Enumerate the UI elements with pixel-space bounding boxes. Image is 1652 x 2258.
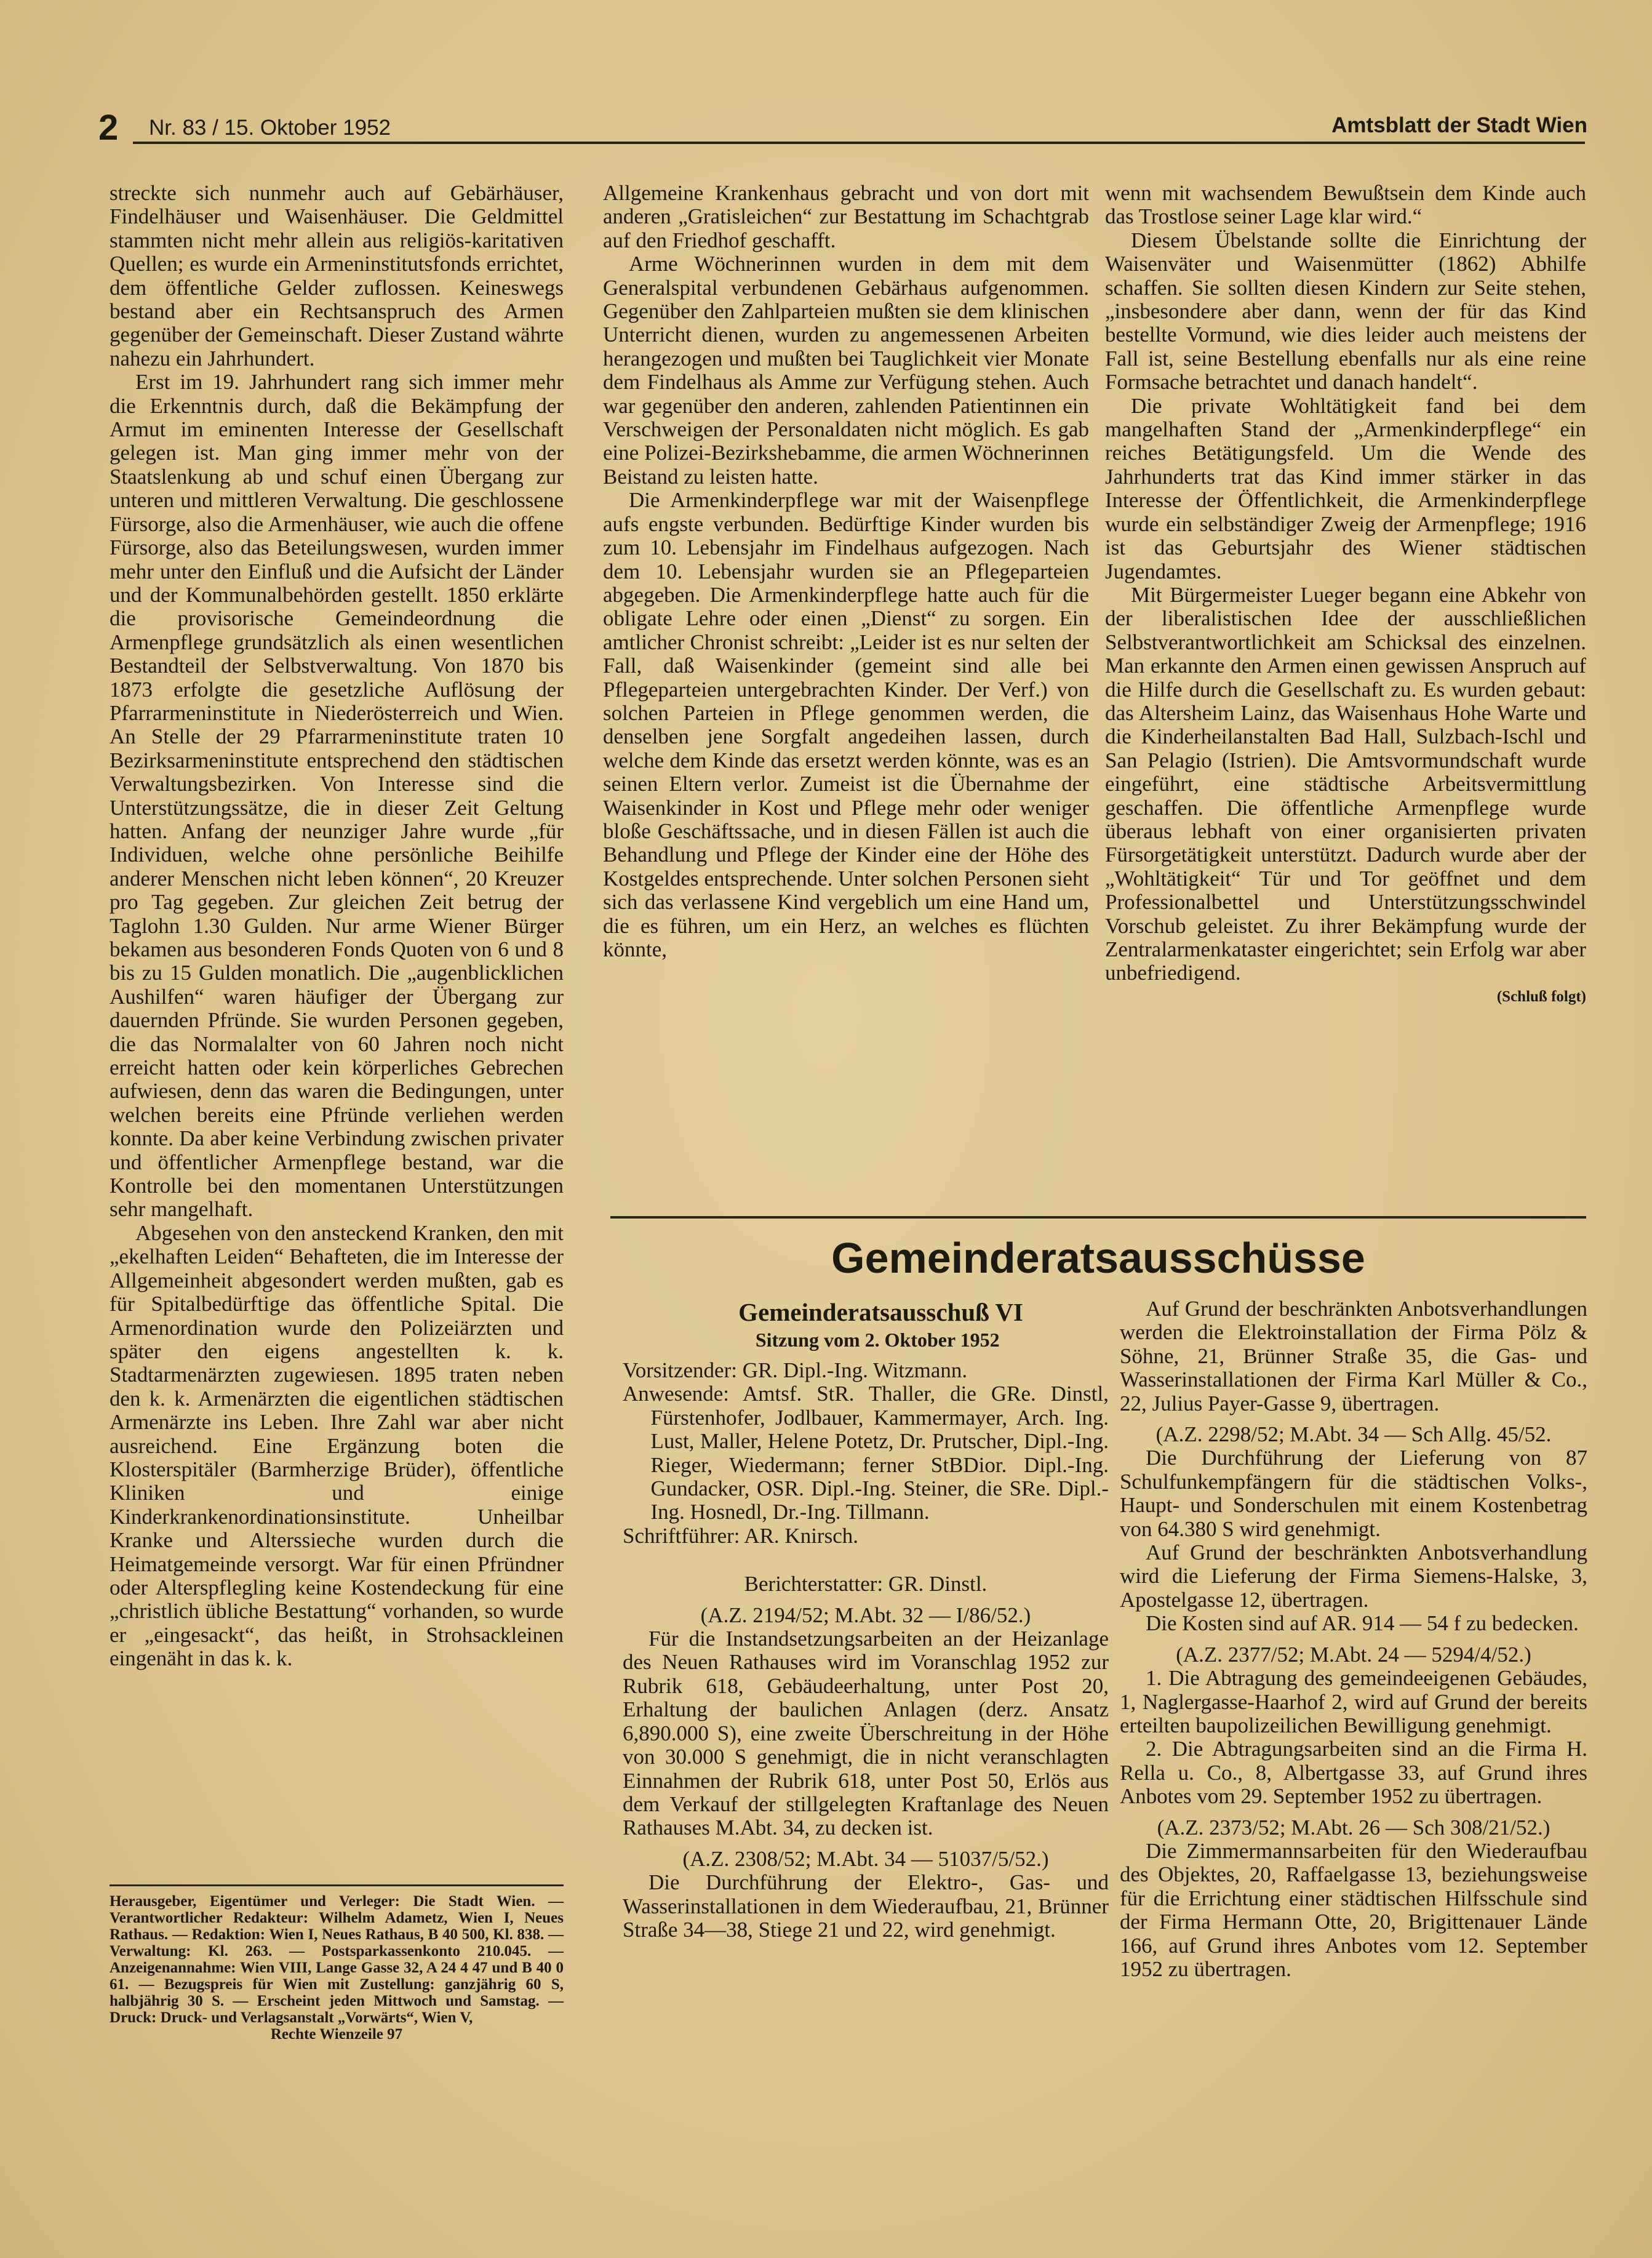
article-column-3 [1105,182,1586,1009]
article-paragraph: Die Armenkinderpflege war mit der Waisenpflege aufs engste verbunden. Bedürftige Kinder wurden bis zum 10. Lebensjahr im Findelhaus aufgezogen. Nach dem 10. Lebensjahr wurden sie an Pflegeparteien abgegeben. Die Armenkinderpflege hatte auch für die obligate Lehre oder einen „Dienst“ zu sorgen. Ein amtlicher Chronist schreibt: „Leider ist es nur selten der Fall, daß Waisenkinder (gemeint sind alle bei Pflegeparteien untergebrachten Kinder. Der Verf.) von solchen Parteien in Pflege genommen werden, die denselben jene Sorgfalt angedeihen lassen, durch welche dem Kinde das ersetzt werden könnte, was es an seinen Eltern verlor. Zumeist ist die Übernahme der Waisenkinder in Kost und Pflege mehr oder weniger bloße Geschäftssache, und in diesen Fällen ist auch die Behandlung und Pflege der Kinder eine der Höhe des Kostgeldes entsprechende. Unter solchen Personen sieht sich das verlassene Kind vergeblich um eine Hand um, die es führen, um ein Herz, an welches es flüchten könnte, [603,488,1089,961]
committee-title: Gemeinderatsausschuß VI [738,1298,1024,1326]
item-text: Die Zimmermannsarbeiten für den Wiederaufbau des Objektes, 20, Raffaelgasse 13, beziehungsweise für die Errichtung einer städtischen Hilfsschule sind der Firma Hermann Otte, 20, Brigittenauer Lände 166, auf Grund ihres Anbotes vom 12. September 1952 zu übertragen. [1120,1838,1587,1981]
impressum-text: Herausgeber, Eigentümer und Verleger: Die Stadt Wien. — Verantwortlicher Redakteur: Wilhelm Adametz, Wien I, Neues Rathaus. — Redaktion: Wien I, Neues Rathaus, B 40 500, Kl. 838. — Verwaltung: Kl. 263. — Postsparkassenkonto 210.045. — Anzeigenannahme: Wien VIII, Lange Gasse 32, A 24 4 47 und B 40 0 61. — Bezugspreis für Wien mit Zustellung: ganzjährig 60 S, halbjährig 30 S. — Erscheint jeden Mittwoch und Samstag. — Druck: Druck- und Verlagsanstalt „Vorwärts“, Wien V, [110,1893,564,2026]
page-number: 2 [98,108,119,148]
impressum-rule [110,1884,564,1886]
chair-line: Vorsitzender: GR. Dipl.-Ing. Witzmann. [623,1358,968,1382]
article-paragraph: Allgemeine Krankenhaus gebracht und von dort mit anderen „Gratisleichen“ zur Bestattung im Schachtgrab auf den Friedhof geschafft. [603,181,1089,252]
item-reference: (A.Z. 2373/52; M.Abt. 26 — Sch 308/21/52.) [1157,1815,1550,1840]
article-paragraph: streckte sich nunmehr auch auf Gebärhäuser, Findelhäuser und Waisenhäuser. Die Geldmittel stammten nicht mehr allein aus religiös-karitativen Quellen; es wurde ein Armeninstitutsfonds errichtet, dem öffentliche Gelder zuflossen. Keineswegs bestand aber ein Rechtsanspruch des Armen gegenüber der Gemeinschaft. Dieser Zustand währte nahezu ein Jahrhundert. [110,181,564,370]
item-text: 1. Die Abtragung des gemeindeeigenen Gebäudes, 1, Naglergasse-Haarhof 2, wird auf Grund der bereits erteilten baupolizeilichen Bewilligung genehmigt. [1120,1666,1587,1737]
item-reference: (A.Z. 2377/52; M.Abt. 24 — 5294/4/52.) [1176,1642,1531,1667]
item-reference: (A.Z. 2308/52; M.Abt. 34 — 51037/5/52.) [682,1846,1049,1871]
article-paragraph: Erst im 19. Jahrhundert rang sich immer mehr die Erkenntnis durch, daß die Bekämpfung der Armut im eminenten Interesse der Gesellschaft gelegen ist. Man ging immer mehr von der Staatslenkung ab und schuf einen Übergang zur unteren und mittleren Verwaltung. Die geschlossene Fürsorge, also die Armenhäuser, wie auch die offene Fürsorge, also das Beteilungswesen, wurden immer mehr unter den Einfluß und die Aufsicht der Länder und der Kommunalbehörden gestellt. 1850 erklärte die provisorische Gemeindeordnung die Armenpflege grundsätzlich als einen wesentlichen Bestandteil der Selbstverwaltung. Von 1870 bis 1873 erfolgte die gesetzliche Auflösung der Pfarrarmeninstitute in Niederösterreich und Wien. An Stelle der 29 Pfarrarmeninstitute traten 10 Bezirksarmeninstitute entsprechend den städtischen Verwaltungsbezirken. Von Interesse sind die Unterstützungssätze, die in dieser Zeit Geltung hatten. Anfang der neunziger Jahre wurde „für Individuen, welche ohne persönliche Beihilfe anderer Menschen nicht leben können“, 20 Kreuzer pro Tag gegeben. Zur gleichen Zeit betrug der Taglohn 1.30 Gulden. Nur arme Wiener Bürger bekamen aus besonderen Fonds Quoten von 6 und 8 bis zu 15 Gulden monatlich. Die „augenblicklichen Aushilfen“ waren häufiger der Übergang zur dauernden Pfründe. Sie wurden Personen gegeben, die das Normalalter von 60 Jahren noch nicht erreicht hatten oder kein körperliches Gebrechen aufwiesen, denn das waren die Bedingungen, unter welchen bereits eine Pfründe verliehen werden konnte. Da aber keine Verbindung zwischen privater und öffentlicher Armenpflege bestand, war die Kontrolle bei den momentanen Unterstützungen sehr mangelhaft. [110,370,564,1222]
rapporteur-line: Berichterstatter: GR. Dinstl. [744,1572,988,1596]
session-date: Sitzung vom 2. Oktober 1952 [755,1329,1000,1351]
item-reference: (A.Z. 2194/52; M.Abt. 32 — I/86/52.) [700,1603,1031,1627]
secretary-line: Schriftführer: AR. Knirsch. [623,1523,858,1548]
item-text: Die Kosten sind auf AR. 914 — 54 f zu bedecken. [1146,1611,1579,1636]
item-reference: (A.Z. 2298/52; M.Abt. 34 — Sch Allg. 45/52. [1155,1422,1552,1447]
article-paragraph: Die private Wohltätigkeit fand bei dem mangelhaften Stand der „Armenkinderpflege“ ein reiches Betätigungsfeld. Um die Wende des Jahrhunderts trat das Kind immer stärker in das Interesse der Öffentlichkeit, die Armenkinderpflege wurde ein selbständiger Zweig der Armenpflege; 1916 ist das Geburtsjahr des Wiener städtischen Jugendamtes. [1105,393,1586,583]
page-header [98,110,1587,146]
item-text: Für die Instandsetzungsarbeiten an der Heizanlage des Neuen Rathauses wird im Voranschlag 1952 zur Rubrik 618, Gebäudeerhaltung, unter Post 20, Erhaltung der baulichen Anlagen (derz. Ansatz 6,890.000 S), eine zweite Überschreitung in der Höhe von 30.000 S genehmigt, die in nicht veranschlagten Einnahmen der Rubrik 618, unter Post 50, Erlös aus dem Verkauf der stillgelegten Kraftanlage des Neuen Rathauses M.Abt. 34, zu decken ist. [623,1627,1109,1840]
item-text: Die Durchführung der Elektro-, Gas- und Wasserinstallationen in dem Wiederaufbau, 21, Brünner Straße 34—38, Stiege 21 und 22, wird genehmigt. [623,1870,1109,1942]
issue-line: Nr. 83 / 15. Oktober 1952 [149,116,391,140]
article-column-2 [603,182,1089,961]
committee-column-2 [1120,1297,1587,1981]
gazette-name: Amtsblatt der Stadt Wien [1331,113,1587,137]
article-paragraph: Mit Bürgermeister Lueger begann eine Abkehr von der liberalistischen Idee der ausschließlichen Selbstverantwortlichkeit am Schicksal des einzelnen. Man erkannte den Armen einen gewissen Anspruch auf die Hilfe durch die Gesellschaft zu. Es wurden gebaut: das Altersheim Lainz, das Waisenhaus Hohe Warte und die Kinderheilanstalten Bad Hall, Sulzbach-Ischl und San Pelagio (Istrien). Die Amtsvormundschaft wurde eingeführt, eine städtische Arbeitsvermittlung geschaffen. Die öffentliche Armenpflege wurde überaus lebhaft von einer organisierten privaten Fürsorgetätigkeit unterstützt. Dadurch wurde aber der „Wohltätigkeit“ Tür und Tor geöffnet und dem Professionalbettel und Unterstützungsschwindel Vorschub geleistet. Zu ihrer Bekämpfung wurde der Zentralarmenkataster eingerichtet; sein Erfolg war aber unbefriedigend. [1105,582,1586,985]
article-paragraph: Diesem Übelstande sollte die Einrichtung der Waisenväter und Waisenmütter (1862) Abhilfe schaffen. Sie sollten diesen Kindern zur Seite stehen, „insbesondere aber dann, wenn der für das Kind bestellte Vormund, wie dies leider auch meistens der Fall ist, seine Bestellung ebenfalls nur als eine reine Formsache betrachtet und danach handelt“. [1105,228,1586,394]
item-text: Auf Grund der beschränkten Anbotsverhandlungen werden die Elektroinstallation der Firma Pölz & Söhne, 21, Brünner Straße 35, die Gas- und Wasserinstallationen der Firma Karl Müller & Co., 22, Julius Payer-Gasse 9, übertragen. [1120,1297,1587,1415]
item-text: Auf Grund der beschränkten Anbotsverhandlung wird die Lieferung der Firma Siemens-Halske, 3, Apostelgasse 12, übertragen. [1120,1540,1587,1612]
article-paragraph: Abgesehen von den ansteckend Kranken, den mit „ekelhaften Leiden“ Behafteten, die im Interesse der Allgemeinheit abgesondert werden mußten, gab es für Spitalbedürftige das öffentliche Spital. Die Armenordination wurde den Polizeiärzten und später den eigens angestellten k. k. Stadtarmenärzten zugewiesen. 1895 traten neben den k. k. Armenärzten die eigentlichen städtischen Armenärzte ins Leben. Ihre Zahl war aber nicht ausreichend. Eine Ergänzung boten die Klosterspitäler (Barmherzige Brüder), öffentliche Kliniken und einige Kinderkrankenordinationsinstitute. Unheilbar Kranke und Alterssieche wurden durch die Heimatgemeinde versorgt. War für einen Pfründner oder Alterspflegling keine Kostendeckung für eine „christlich übliche Bestattung“ vorhanden, so wurde er „eingesackt“, das heißt, in Strohsackleinen eingenäht in das k. k. [110,1220,564,1671]
section-title: Gemeinderatsausschüsse [831,1234,1365,1282]
article-paragraph: Arme Wöchnerinnen wurden in dem mit dem Generalspital verbundenen Gebärhaus aufgenommen. Gegenüber den Zahlparteien mußten sie dem klinischen Unterricht dienen, wurden zu angemessenen Arbeiten herangezogen und mußten bei Tauglichkeit vier Monate dem Findelhaus als Amme zur Verfügung stehen. Auch war gegenüber den anderen, zahlenden Patientinnen ein Verschweigen der Personaldaten nicht möglich. Es gab eine Polizei-Bezirkshebamme, die armen Wöchnerinnen Beistand zu leisten hatte. [603,252,1089,489]
impressum-address: Rechte Wienzeile 97 [270,2026,403,2043]
attendees-line: Anwesende: Amtsf. StR. Thaller, die GRe. Dinstl, Fürstenhofer, Jodlbauer, Kammermayer, Arch. Ing. Lust, Maller, Helene Potetz, Dr. Prutscher, Dipl.-Ing. Rieger, Wiedermann; ferner StBDior. Dipl.-Ing. Gundacker, OSR. Dipl.-Ing. Steiner, die SRe. Dipl.-Ing. Hosnedl, Dr.-Ing. Tillmann. [623,1382,1109,1524]
article-column-1 [110,182,564,1671]
header-rule [133,142,1585,144]
item-text: 2. Die Abtragungsarbeiten sind an die Firma H. Rella u. Co., 8, Albertgasse 33, auf Grund ihres Anbotes vom 29. September 1952 zu übertragen. [1120,1737,1587,1809]
item-text: Die Durchführung der Lieferung von 87 Schulfunkempfängern für die städtischen Volks-, Haupt- und Sonderschulen mit einem Kostenbetrag von 64.380 S wird genehmigt. [1120,1446,1587,1541]
committee-column-1 [623,1297,1109,1942]
impressum [110,1893,564,2043]
article-paragraph: wenn mit wachsendem Bewußtsein dem Kinde auch das Trostlose seiner Lage klar wird.“ [1105,181,1586,229]
continued-note: (Schluß folgt) [1496,988,1586,1005]
section-rule [610,1216,1586,1219]
